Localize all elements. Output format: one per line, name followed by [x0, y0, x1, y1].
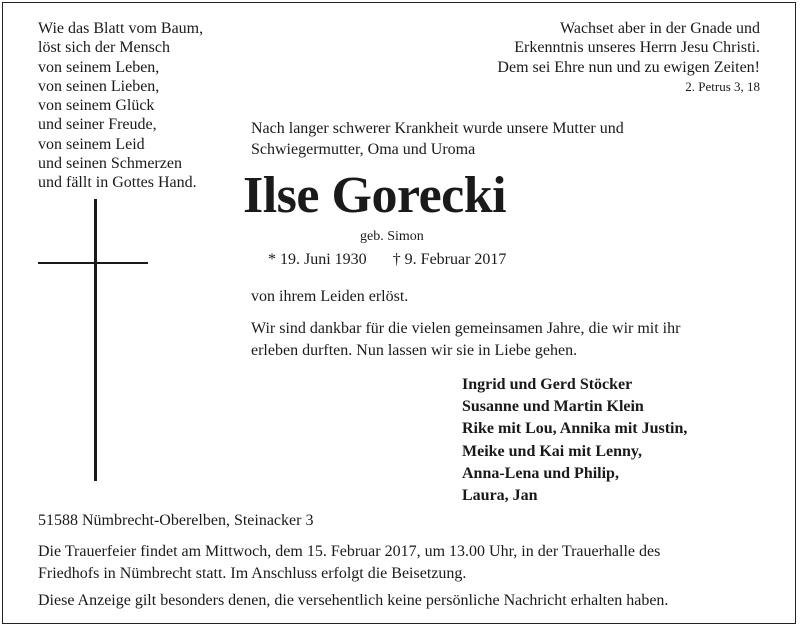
mourner-entry: Meike und Kai mit Lenny,: [462, 442, 643, 460]
closing-notice: Diese Anzeige gilt besonders denen, die versehentlich keine persönliche Nachricht erhalten haben.: [38, 592, 669, 609]
released-text: von ihrem Leiden erlöst.: [251, 288, 409, 305]
poem-line: von seinem Leid: [38, 135, 145, 153]
mourner-entry: Laura, Jan: [462, 487, 538, 505]
service-line: Friedhofs in Nümbrecht statt. Im Anschluss erfolgt die Beisetzung.: [38, 565, 467, 582]
mourner-entry: Ingrid und Gerd Stöcker: [462, 376, 633, 393]
deceased-name: Ilse Gorecki: [243, 167, 507, 224]
poem-line: von seinen Lieben,: [38, 77, 160, 95]
verse-reference: 2. Petrus 3, 18: [685, 78, 760, 94]
thanks-line: Wir sind dankbar für die vielen gemeinsamen Jahre, die wir mit ihr: [251, 320, 681, 337]
funeral-service-info: [38, 541, 660, 585]
poem-line: und seiner Freude,: [38, 116, 157, 134]
poem-line: von seinem Glück: [38, 97, 155, 115]
verse-line: Wachset aber in der Gnade und: [560, 20, 760, 37]
poem-line: von seinem Leben,: [38, 58, 160, 76]
life-dates: [268, 251, 506, 269]
thanks-text: [251, 318, 680, 362]
poem-line: löst sich der Mensch: [38, 39, 170, 57]
mourner-entry: Susanne und Martin Klein: [462, 398, 644, 416]
cross-horizontal-bar: [38, 262, 148, 264]
mourner-entry: Anna-Lena und Philip,: [462, 464, 619, 482]
mourner-entry: Rike mit Lou, Annika mit Justin,: [462, 420, 688, 438]
poem-line: und seinen Schmerzen: [38, 155, 182, 173]
intro-line: Schwiegermutter, Oma und Uroma: [251, 141, 476, 158]
intro-line: Nach langer schwerer Krankheit wurde unsere Mutter und: [251, 120, 624, 137]
poem-line: und fällt in Gottes Hand.: [38, 174, 197, 192]
death-date: † 9. Februar 2017: [392, 251, 507, 268]
bible-verse: [497, 19, 760, 95]
intro-text: [251, 118, 624, 160]
thanks-line: erleben durften. Nun lassen wir sie in Liebe gehen.: [251, 342, 578, 359]
poem: [38, 19, 203, 193]
birth-name: geb. Simon: [360, 229, 424, 244]
verse-line: Dem sei Ehre nun und zu ewigen Zeiten!: [497, 58, 760, 76]
verse-line: Erkenntnis unseres Herrn Jesu Christi.: [514, 39, 760, 57]
mourners-list: [462, 374, 687, 507]
poem-line: Wie das Blatt vom Baum,: [38, 20, 204, 37]
cross-vertical-bar: [94, 199, 97, 481]
service-line: Die Trauerfeier findet am Mittwoch, dem 15. Februar 2017, um 13.00 Uhr, in der Trauerhalle des: [38, 543, 661, 560]
family-address: 51588 Nümbrecht-Oberelben, Steinacker 3: [38, 512, 314, 529]
birth-date: * 19. Juni 1930: [268, 251, 367, 268]
